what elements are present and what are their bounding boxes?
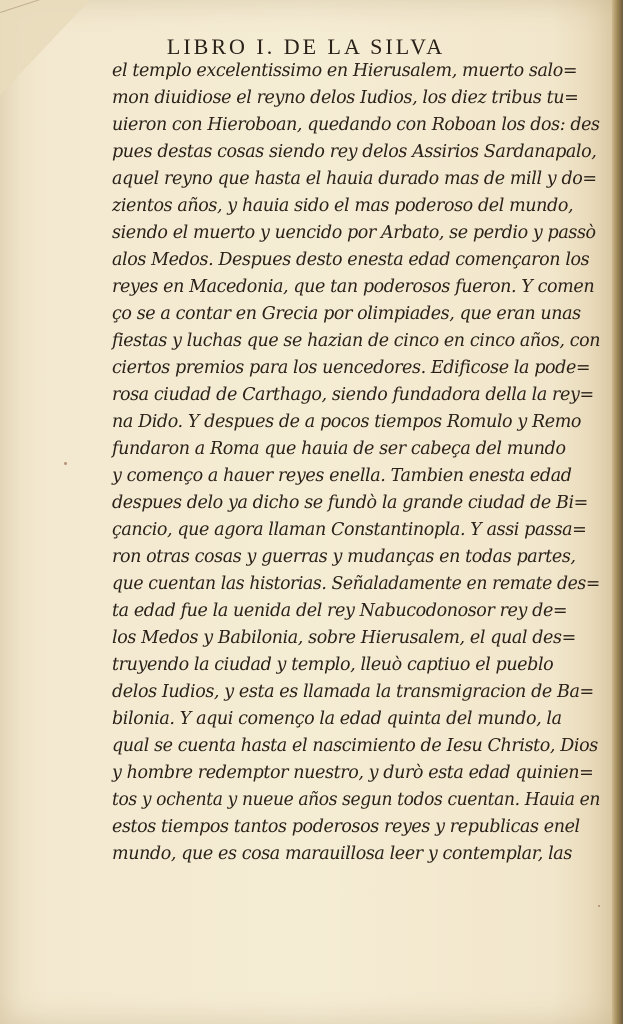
text-line: uieron con Hieroboan, quedando con Roboan los dos: des bbox=[112, 115, 600, 135]
text-line: ciertos premios para los uencedores. Edificose la pode= bbox=[112, 358, 591, 378]
text-line: çancio, que agora llaman Constantinopla. Y assi passa= bbox=[112, 520, 587, 540]
text-line: estos tiempos tantos poderosos reyes y republicas enel bbox=[112, 817, 580, 837]
text-line: reyes en Macedonia, que tan poderosos fueron. Y comen bbox=[112, 277, 595, 297]
text-line: tos y ochenta y nueue años segun todos cuentan. Hauia en bbox=[112, 790, 600, 810]
text-line: despues delo ya dicho se fundò la grande ciudad de Bi= bbox=[112, 493, 588, 513]
text-line: ço se a contar en Grecia por olimpiades, que eran unas bbox=[112, 304, 581, 324]
text-line: fundaron a Roma que hauia de ser cabeça del mundo bbox=[112, 439, 566, 459]
text-line: y començo a hauer reyes enella. Tambien enesta edad bbox=[112, 466, 572, 486]
text-line: alos Medos. Despues desto enesta edad començaron los bbox=[112, 250, 590, 270]
page-edge bbox=[612, 0, 623, 1024]
text-line: na Dido. Y despues de a pocos tiempos Romulo y Remo bbox=[112, 412, 582, 432]
text-line: ta edad fue la uenida del rey Nabucodonosor rey de= bbox=[112, 601, 568, 621]
text-line: el templo excelentissimo en Hierusalem, muerto salo= bbox=[112, 61, 578, 81]
text-line: pues destas cosas siendo rey delos Assirios Sardanapalo, bbox=[112, 142, 597, 162]
text-line: zientos años, y hauia sido el mas poderoso del mundo, bbox=[112, 196, 574, 216]
text-line: delos Iudios, y esta es llamada la transmigracion de Ba= bbox=[112, 682, 594, 702]
text-line: qual se cuenta hasta el nascimiento de Iesu Christo, Dios bbox=[112, 736, 598, 756]
text-line: siendo el muerto y uencido por Arbato, se perdio y passò bbox=[112, 223, 596, 243]
text-line: mon diuidiose el reyno delos Iudios, los diez tribus tu= bbox=[112, 88, 579, 108]
text-line: los Medos y Babilonia, sobre Hierusalem, el qual des= bbox=[112, 628, 576, 648]
text-line: que cuentan las historias. Señaladamente en remate des= bbox=[112, 574, 600, 594]
body-text bbox=[112, 58, 600, 868]
text-line: mundo, que es cosa marauillosa leer y contemplar, las bbox=[112, 844, 572, 864]
text-line: bilonia. Y aqui començo la edad quinta del mundo, la bbox=[112, 709, 562, 729]
ink-speck bbox=[64, 462, 67, 465]
text-line: y hombre redemptor nuestro, y durò esta edad quinien= bbox=[112, 763, 594, 783]
text-line: ron otras cosas y guerras y mudanças en todas partes, bbox=[112, 547, 576, 567]
text-line: fiestas y luchas que se hazian de cinco en cinco años, con bbox=[112, 331, 601, 351]
text-line: truyendo la ciudad y templo, lleuò captiuo el pueblo bbox=[112, 655, 554, 675]
running-header: LIBRO I. DE LA SILVA bbox=[166, 34, 446, 59]
text-line: aquel reyno que hasta el hauia durado mas de mill y do= bbox=[112, 169, 597, 189]
text-line: rosa ciudad de Carthago, siendo fundadora della la rey= bbox=[112, 385, 594, 405]
ink-speck bbox=[598, 905, 600, 907]
